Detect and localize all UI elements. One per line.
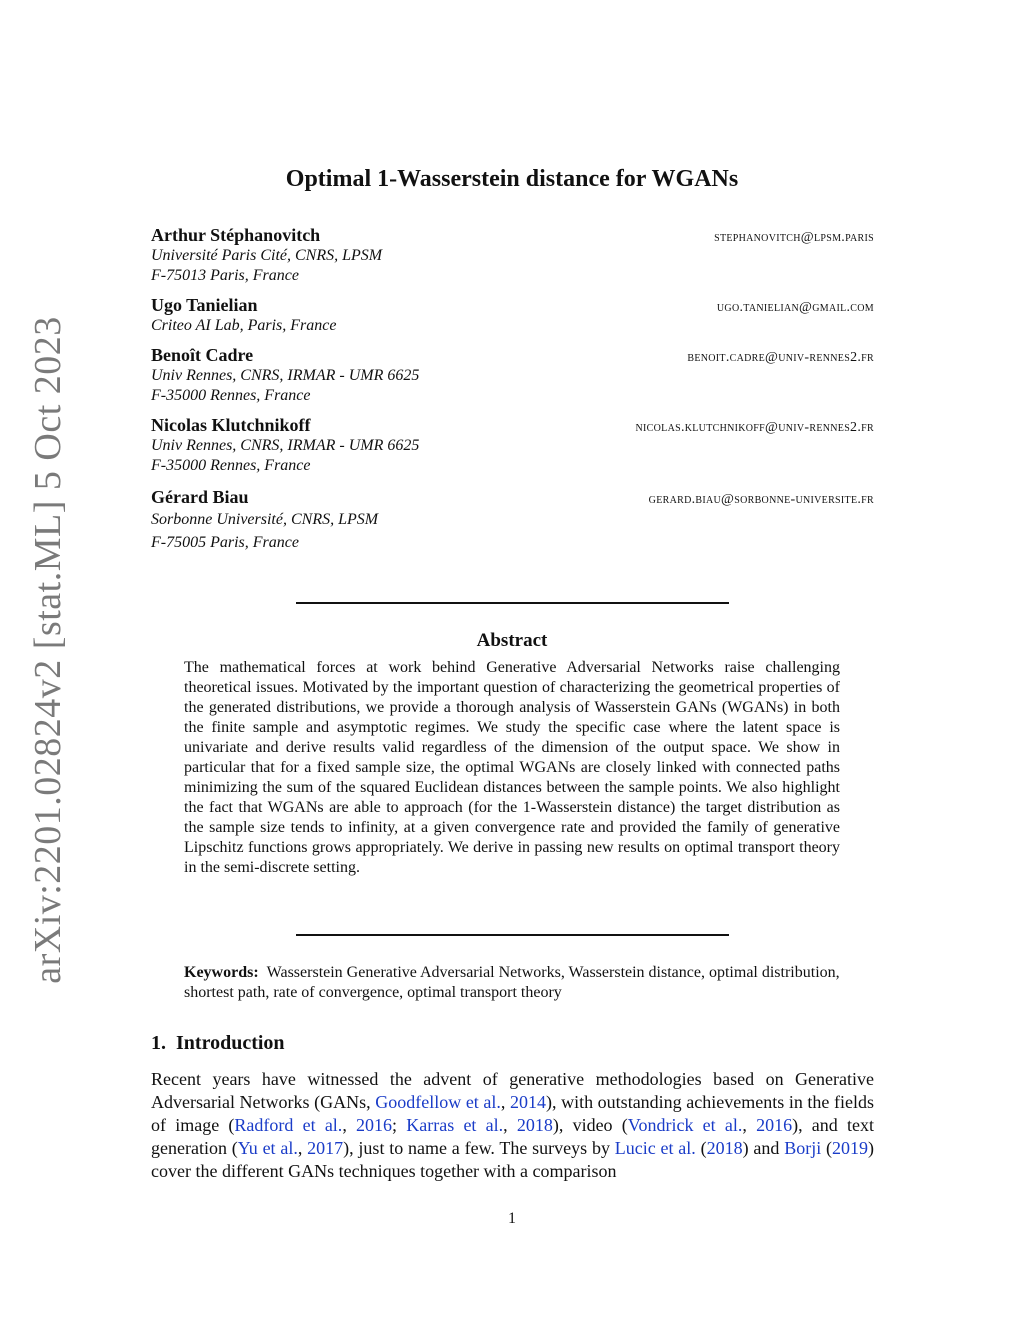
abstract-top-rule [296, 602, 729, 604]
keywords-block [184, 963, 840, 1003]
intro-text: ( [821, 1138, 832, 1158]
author-affiliation: Univ Rennes, CNRS, IRMAR - UMR 6625 [151, 437, 420, 454]
citation-year-link[interactable]: 2017 [307, 1138, 344, 1158]
citation-link[interactable]: Karras et al. [406, 1115, 504, 1135]
intro-text: , [297, 1138, 308, 1158]
citation-link[interactable]: Goodfellow et al. [375, 1092, 501, 1112]
intro-text: ), video ( [552, 1115, 628, 1135]
paper-title: Optimal 1-Wasserstein distance for WGANs [285, 166, 739, 192]
author-address: F-75005 Paris, France [151, 534, 299, 551]
section-title: Introduction [176, 1032, 285, 1054]
author-block [151, 414, 874, 476]
author-affiliation: Sorbonne Université, CNRS, LPSM [151, 511, 379, 528]
section-heading [151, 1032, 285, 1055]
author-email[interactable]: stephanovitch@lpsm.paris [714, 230, 874, 245]
keywords-label: Keywords: [184, 964, 259, 981]
author-email[interactable]: ugo.tanielian@gmail.com [716, 300, 874, 315]
intro-text: ) cover the different GANs techniques together with a comparison [151, 1138, 874, 1181]
page-number: 1 [508, 1210, 516, 1227]
keywords-text: Wasserstein Generative Adversarial Networks, Wasserstein distance, optimal distribution, shortest path, rate of convergence, optimal transport theory [184, 964, 840, 1001]
author-address: F-35000 Rennes, France [151, 387, 311, 404]
author-block [151, 344, 874, 406]
author-address: F-35000 Rennes, France [151, 457, 311, 474]
citation-year-link[interactable]: 2014 [510, 1092, 546, 1112]
author-name: Nicolas Klutchnikoff [151, 415, 311, 435]
intro-text: Recent years have witnessed the advent of generative methodologies based on Generative Adversarial Networks (GANs, [151, 1069, 874, 1112]
intro-text: , [500, 1092, 510, 1112]
intro-text: ), just to name a few. The surveys by [343, 1138, 615, 1158]
abstract-heading: Abstract [476, 630, 548, 651]
citation-link[interactable]: Radford et al. [234, 1115, 343, 1135]
intro-text: ) and [742, 1138, 785, 1158]
author-email[interactable]: gerard.biau@sorbonne-universite.fr [648, 492, 874, 507]
intro-text: , [503, 1115, 517, 1135]
arxiv-identifier-text: arXiv:2201.02824v2 [stat.ML] 5 Oct 2023 [27, 316, 69, 984]
citation-year-link[interactable]: 2019 [832, 1138, 868, 1158]
citation-link[interactable]: Borji [784, 1138, 822, 1158]
author-email[interactable]: benoit.cadre@univ-rennes2.fr [687, 350, 874, 365]
author-email[interactable]: nicolas.klutchnikoff@univ-rennes2.fr [635, 420, 874, 435]
citation-link[interactable]: Vondrick et al. [627, 1115, 743, 1135]
author-name: Benoît Cadre [151, 345, 254, 365]
author-block [151, 224, 874, 286]
author-name: Gérard Biau [151, 487, 249, 507]
author-name: Ugo Tanielian [151, 295, 258, 315]
intro-text: , [342, 1115, 357, 1135]
citation-year-link[interactable]: 2018 [706, 1138, 743, 1158]
citation-year-link[interactable]: 2016 [356, 1115, 393, 1135]
citation-link[interactable]: Lucic et al. [614, 1138, 696, 1158]
section-number: 1. [151, 1032, 166, 1054]
introduction-paragraph [151, 1068, 874, 1183]
intro-text: ), and text generation ( [151, 1115, 874, 1158]
author-name: Arthur Stéphanovitch [151, 225, 321, 245]
intro-text: , [742, 1115, 757, 1135]
author-block [151, 294, 874, 336]
intro-text: ), with outstanding achievements in the fields of image ( [151, 1092, 874, 1135]
abstract-text: The mathematical forces at work behind Generative Adversarial Networks raise challenging theoretical issues. Motivated by the important question of characterizing the geometrical properties of the generated distributions, we provide a thorough analysis of Wasserstein GANs (WGANs) in both the finite sample and asymptotic regimes. We study the specific case where the latent space is univariate and derive results valid regardless of the dimension of the output space. We show in particular that for a fixed sample size, the optimal WGANs are closely linked with connected paths minimizing the sum of the squared Euclidean distances between the sample points. We also highlight the fact that WGANs are able to approach (for the 1-Wasserstein distance) the target distribution as the sample size tends to infinity, at a given convergence rate and provided the family of generative Lipschitz functions grows appropriately. We derive in passing new results on optimal transport theory in the semi-discrete setting. [184, 659, 840, 876]
author-address: F-75013 Paris, France [151, 267, 299, 284]
citation-year-link[interactable]: 2018 [516, 1115, 553, 1135]
citation-year-link[interactable]: 2016 [756, 1115, 793, 1135]
author-affiliation: Université Paris Cité, CNRS, LPSM [151, 247, 383, 264]
abstract-bottom-rule [296, 934, 729, 936]
author-block [151, 486, 874, 553]
author-affiliation: Criteo AI Lab, Paris, France [151, 317, 337, 334]
citation-link[interactable]: Yu et al. [237, 1138, 298, 1158]
author-affiliation: Univ Rennes, CNRS, IRMAR - UMR 6625 [151, 367, 420, 384]
intro-text: ; [392, 1115, 407, 1135]
intro-text: ( [695, 1138, 707, 1158]
